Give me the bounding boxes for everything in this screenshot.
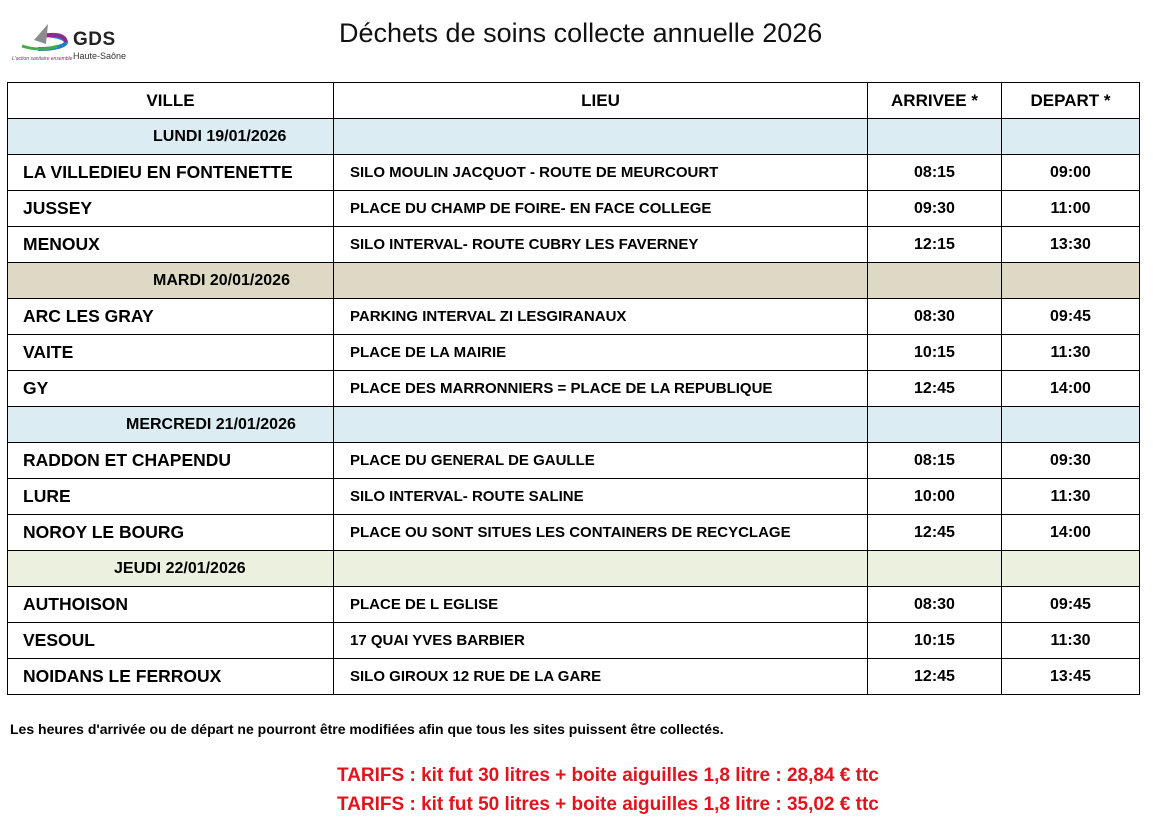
column-header-ville: VILLE — [8, 83, 334, 119]
table-row — [8, 479, 1140, 515]
day-label-cell — [8, 407, 334, 443]
day-header-row — [8, 407, 1140, 443]
lieu-cell: SILO GIROUX 12 RUE DE LA GARE — [334, 659, 868, 695]
ville-cell: NOIDANS LE FERROUX — [8, 659, 334, 695]
page-title: Déchets de soins collecte annuelle 2026 — [339, 18, 823, 48]
table-row — [8, 299, 1140, 335]
depart-cell: 11:30 — [1002, 335, 1140, 371]
table-row — [8, 659, 1140, 695]
table-row — [8, 515, 1140, 551]
depart-cell: 13:45 — [1002, 659, 1140, 695]
lieu-cell: SILO INTERVAL- ROUTE SALINE — [334, 479, 868, 515]
day-label: MARDI 20/01/2026 — [153, 271, 290, 289]
day-empty-depart — [1002, 263, 1140, 299]
lieu-cell: PLACE DU GENERAL DE GAULLE — [334, 443, 868, 479]
depart-cell: 13:30 — [1002, 227, 1140, 263]
day-label-cell — [8, 263, 334, 299]
day-empty-cell — [334, 263, 868, 299]
table-header-row — [8, 83, 1140, 119]
ville-cell: ARC LES GRAY — [8, 299, 334, 335]
day-empty-cell — [334, 407, 868, 443]
table-row — [8, 155, 1140, 191]
depart-cell: 09:45 — [1002, 587, 1140, 623]
day-label-cell — [8, 551, 334, 587]
lieu-cell: PLACE OU SONT SITUES LES CONTAINERS DE RECYCLAGE — [334, 515, 868, 551]
lieu-cell: 17 QUAI YVES BARBIER — [334, 623, 868, 659]
ville-cell: NOROY LE BOURG — [8, 515, 334, 551]
logo-subtitle: Haute-Saône — [73, 51, 127, 61]
day-empty-arrivee — [868, 119, 1002, 155]
arrivee-cell: 08:30 — [868, 587, 1002, 623]
lieu-cell: PARKING INTERVAL ZI LESGIRANAUX — [334, 299, 868, 335]
depart-cell: 14:00 — [1002, 515, 1140, 551]
arrivee-cell: 12:45 — [868, 515, 1002, 551]
day-label: LUNDI 19/01/2026 — [153, 127, 287, 145]
arrivee-cell: 10:15 — [868, 623, 1002, 659]
tarif-line-30l: TARIFS : kit fut 30 litres + boite aiguilles 1,8 litre : 28,84 € ttc — [337, 765, 879, 786]
ville-cell: VESOUL — [8, 623, 334, 659]
arrivee-cell: 08:15 — [868, 155, 1002, 191]
arrivee-cell: 10:15 — [868, 335, 1002, 371]
table-row — [8, 191, 1140, 227]
lieu-cell: PLACE DE L EGLISE — [334, 587, 868, 623]
lieu-cell: PLACE DU CHAMP DE FOIRE- EN FACE COLLEGE — [334, 191, 868, 227]
day-header-row — [8, 263, 1140, 299]
column-header-depart: DEPART * — [1002, 83, 1140, 119]
ville-cell: JUSSEY — [8, 191, 334, 227]
schedule-note: Les heures d'arrivée ou de départ ne pourront être modifiées afin que tous les sites puissent être collectés. — [10, 721, 724, 737]
depart-cell: 11:00 — [1002, 191, 1140, 227]
arrivee-cell: 08:30 — [868, 299, 1002, 335]
table-row — [8, 371, 1140, 407]
day-empty-depart — [1002, 119, 1140, 155]
day-label: JEUDI 22/01/2026 — [114, 559, 246, 577]
ville-cell: VAITE — [8, 335, 334, 371]
table-row — [8, 623, 1140, 659]
day-label: MERCREDI 21/01/2026 — [126, 415, 296, 433]
column-header-lieu: LIEU — [334, 83, 868, 119]
column-header-arrivee: ARRIVEE * — [868, 83, 1002, 119]
day-empty-arrivee — [868, 263, 1002, 299]
lieu-cell: PLACE DES MARRONNIERS = PLACE DE LA REPUBLIQUE — [334, 371, 868, 407]
table-row — [8, 227, 1140, 263]
ville-cell: MENOUX — [8, 227, 334, 263]
depart-cell: 09:00 — [1002, 155, 1140, 191]
day-empty-depart — [1002, 551, 1140, 587]
day-empty-arrivee — [868, 407, 1002, 443]
arrivee-cell: 12:15 — [868, 227, 1002, 263]
depart-cell: 09:45 — [1002, 299, 1140, 335]
logo-swoosh-icon — [12, 22, 72, 56]
depart-cell: 09:30 — [1002, 443, 1140, 479]
day-empty-cell — [334, 551, 868, 587]
logo-text: GDS — [73, 29, 116, 50]
table-row — [8, 587, 1140, 623]
table-row — [8, 335, 1140, 371]
lieu-cell: PLACE DE LA MAIRIE — [334, 335, 868, 371]
day-header-row — [8, 119, 1140, 155]
arrivee-cell: 12:45 — [868, 371, 1002, 407]
depart-cell: 14:00 — [1002, 371, 1140, 407]
day-label-cell — [8, 119, 334, 155]
depart-cell: 11:30 — [1002, 623, 1140, 659]
logo-tagline: L'action sanitaire ensemble — [12, 56, 73, 62]
lieu-cell: SILO INTERVAL- ROUTE CUBRY LES FAVERNEY — [334, 227, 868, 263]
collection-schedule-table — [7, 82, 1140, 695]
ville-cell: GY — [8, 371, 334, 407]
ville-cell: LURE — [8, 479, 334, 515]
arrivee-cell: 09:30 — [868, 191, 1002, 227]
ville-cell: AUTHOISON — [8, 587, 334, 623]
table-row — [8, 443, 1140, 479]
day-empty-cell — [334, 119, 868, 155]
day-empty-arrivee — [868, 551, 1002, 587]
arrivee-cell: 08:15 — [868, 443, 1002, 479]
depart-cell: 11:30 — [1002, 479, 1140, 515]
tarif-line-50l: TARIFS : kit fut 50 litres + boite aiguilles 1,8 litre : 35,02 € ttc — [337, 794, 879, 815]
day-empty-depart — [1002, 407, 1140, 443]
lieu-cell: SILO MOULIN JACQUOT - ROUTE DE MEURCOURT — [334, 155, 868, 191]
arrivee-cell: 12:45 — [868, 659, 1002, 695]
ville-cell: LA VILLEDIEU EN FONTENETTE — [8, 155, 334, 191]
ville-cell: RADDON ET CHAPENDU — [8, 443, 334, 479]
arrivee-cell: 10:00 — [868, 479, 1002, 515]
day-header-row — [8, 551, 1140, 587]
